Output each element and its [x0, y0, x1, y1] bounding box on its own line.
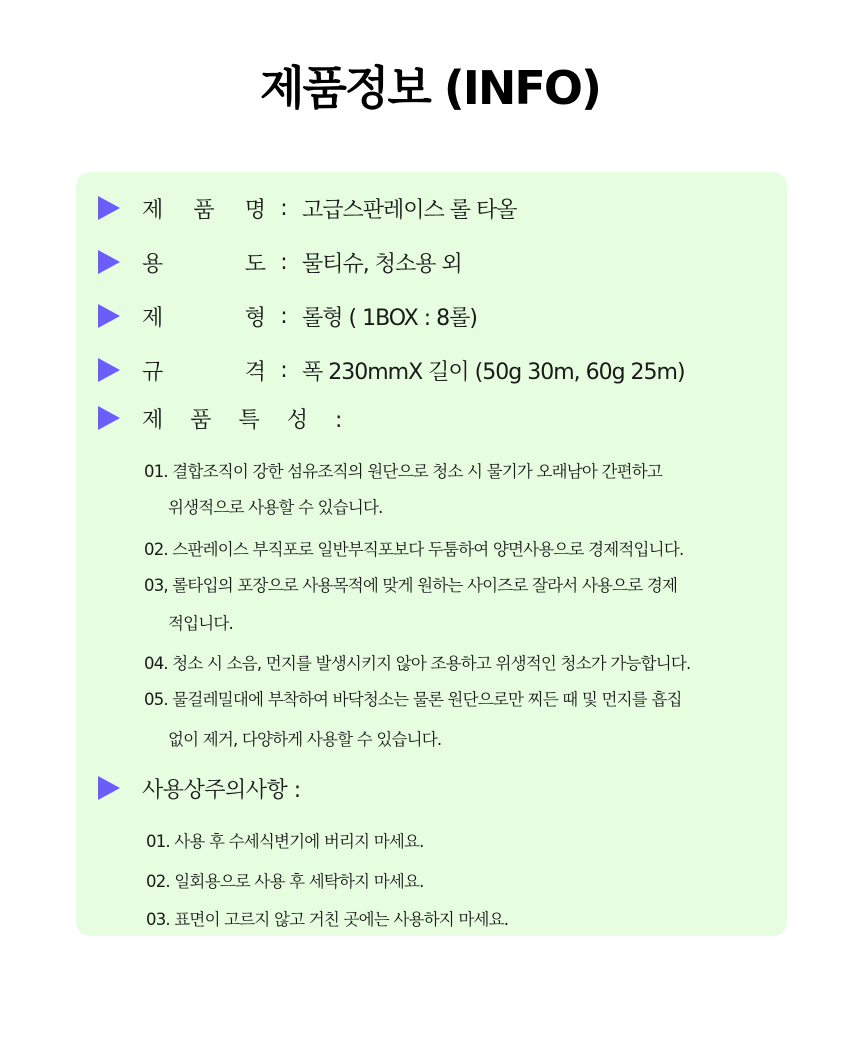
label-char: 제	[142, 305, 164, 331]
features-heading: 제 품 특 성 :	[142, 407, 353, 433]
info-panel	[76, 172, 787, 936]
triangle-bullet-icon	[98, 196, 120, 220]
spec-row-form	[98, 296, 477, 336]
caution-line: 01. 사용 후 수세식변기에 버리지 마세요.	[146, 832, 424, 851]
triangle-bullet-icon	[98, 358, 120, 382]
label-char: 품	[193, 197, 215, 223]
triangle-bullet-icon	[98, 776, 120, 800]
label-char: 형	[244, 305, 266, 331]
feature-line: 위생적으로 사용할 수 있습니다.	[168, 498, 383, 517]
label-char: 도	[244, 251, 266, 277]
label-char: 용	[142, 251, 164, 277]
spec-value: 물티슈, 청소용 외	[302, 251, 462, 277]
cautions-heading-row	[98, 768, 301, 808]
triangle-bullet-icon	[98, 406, 120, 430]
colon: :	[280, 249, 288, 275]
page-title: 제품정보 (INFO)	[260, 61, 600, 115]
spec-value: 폭 230mmX 길이 (50g 30m, 60g 25m)	[302, 359, 685, 385]
label-char: 제	[142, 197, 164, 223]
spec-value: 롤형 ( 1BOX : 8롤)	[302, 305, 477, 331]
spec-row-size	[98, 350, 685, 390]
colon: :	[280, 303, 288, 329]
feature-line: 05. 물걸레밀대에 부착하여 바닥청소는 물론 원단으로만 찌든 때 및 먼지를 흡집	[144, 690, 682, 709]
label-char: 명	[244, 197, 266, 223]
colon: :	[280, 195, 288, 221]
label-char: 규	[142, 359, 164, 385]
cautions-heading: 사용상주의사항 :	[142, 777, 301, 803]
spec-label	[142, 301, 266, 332]
caution-line: 02. 일회용으로 사용 후 세탁하지 마세요.	[146, 872, 424, 891]
spec-row-product-name	[98, 188, 517, 228]
spec-label	[142, 193, 266, 224]
spec-row-usage	[98, 242, 462, 282]
label-char: 격	[244, 359, 266, 385]
spec-label	[142, 247, 266, 278]
triangle-bullet-icon	[98, 250, 120, 274]
features-heading-row	[98, 398, 352, 438]
triangle-bullet-icon	[98, 304, 120, 328]
feature-line: 04. 청소 시 소음, 먼지를 발생시키지 않아 조용하고 위생적인 청소가 가능합니다.	[144, 654, 691, 673]
colon: :	[280, 357, 288, 383]
caution-line: 03. 표면이 고르지 않고 거친 곳에는 사용하지 마세요.	[146, 910, 509, 929]
feature-line: 02. 스판레이스 부직포로 일반부직포보다 두툼하여 양면사용으로 경제적입니다.	[144, 540, 684, 559]
feature-line: 없이 제거, 다양하게 사용할 수 있습니다.	[168, 730, 442, 749]
feature-line: 적입니다.	[168, 614, 234, 633]
spec-value: 고급스판레이스 롤 타올	[302, 197, 517, 223]
feature-line: 01. 결합조직이 강한 섬유조직의 원단으로 청소 시 물기가 오래남아 간편하고	[144, 462, 663, 481]
feature-line: 03, 롤타입의 포장으로 사용목적에 맞게 원하는 사이즈로 잘라서 사용으로 경제	[144, 576, 678, 595]
spec-label	[142, 355, 266, 386]
